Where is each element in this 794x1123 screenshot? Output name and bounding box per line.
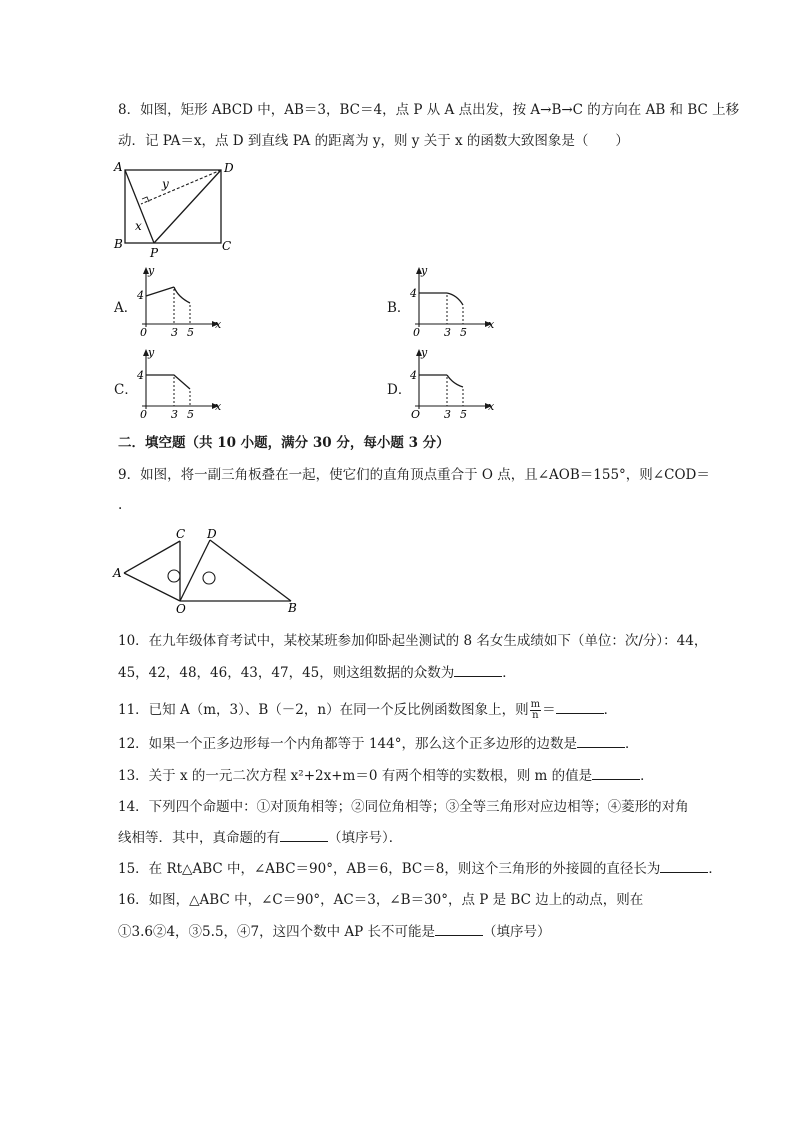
q9-label-A: A	[113, 566, 122, 580]
q12-text-a: 12．如果一个正多边形每一个内角都等于 144°，那么这个正多边形的边数是	[118, 736, 577, 752]
q16-text-line2	[118, 923, 551, 941]
q9-label-D: D	[207, 527, 217, 541]
q8-a-tick-3: 3	[171, 326, 178, 339]
q9-triangles-figure	[110, 524, 305, 616]
q10-text-line2a: 45，42，48，46，43，47，45，则这组数据的众数为	[118, 665, 455, 681]
q8-label-y: y	[162, 177, 169, 191]
q8-text-line1: 8．如图，矩形 ABCD 中，AB＝3，BC＝4，点 P 从 A 点出发，按 A→B→C 的方向在 AB 和 BC 上移	[118, 102, 740, 118]
q8-option-a-graph[interactable]	[134, 265, 226, 341]
q16-answer-blank[interactable]	[435, 923, 483, 936]
q14-answer-blank[interactable]	[280, 829, 328, 842]
q10-text-line1: 10．在九年级体育考试中，某校某班参加仰卧起坐测试的 8 名女生成绩如下（单位：次/分）：44，	[118, 633, 708, 649]
q8-b-y-axis-label: y	[421, 265, 428, 277]
q11-answer-blank[interactable]	[556, 701, 604, 714]
q8-a-origin: 0	[140, 326, 147, 339]
q8-a-tick-5: 5	[187, 326, 194, 339]
q8-d-y-axis-label: y	[421, 347, 428, 359]
q14-text-line2b: （填序号）．	[328, 830, 403, 846]
q8-c-y-axis-label: y	[148, 347, 155, 359]
q16-text-line2a: ①3.6②4，③5.5，④7，这四个数中 AP 长不可能是	[118, 924, 436, 940]
q13-text	[118, 767, 654, 785]
q8-b-tick-5: 5	[460, 326, 467, 339]
q13-text-a: 13．关于 x 的一元二次方程 x²+2x+m＝0 有两个相等的实数根，则 m 的值是	[118, 768, 593, 784]
q16-text-line2b: （填序号）	[483, 924, 551, 940]
q8-c-x-axis-label: x	[215, 400, 222, 413]
q11-text-a: 11．已知 A（m，3）、B（－2，n）在同一个反比例函数图象上，则	[118, 702, 529, 718]
q13-answer-blank[interactable]	[592, 767, 640, 780]
q8-rectangle-figure	[108, 158, 248, 262]
q8-label-A: A	[114, 160, 123, 174]
q8-d-x-axis-label: x	[488, 400, 495, 413]
q8-option-d-label[interactable]: D．	[387, 382, 412, 398]
q8-label-D: D	[224, 161, 234, 175]
q13-text-b: ．	[640, 768, 654, 784]
q8-label-B: B	[114, 237, 123, 251]
q8-d-tick-3: 3	[444, 408, 451, 421]
q8-d-tick-4: 4	[410, 369, 417, 382]
q8-option-d-graph[interactable]	[407, 347, 499, 423]
q8-b-x-axis-label: x	[488, 318, 495, 331]
q14-text-line2	[118, 829, 402, 847]
q8-c-origin: 0	[140, 408, 147, 421]
q8-a-y-axis-label: y	[148, 265, 155, 277]
q8-label-C: C	[222, 239, 232, 253]
q9-text-line2: .	[118, 497, 123, 513]
q9-label-O: O	[176, 602, 186, 616]
q14-text-line2a: 线相等．其中，真命题的有	[118, 830, 280, 846]
q8-b-tick-4: 4	[410, 287, 417, 300]
q8-c-tick-3: 3	[171, 408, 178, 421]
q11-fraction	[530, 700, 541, 721]
q11-fraction-denominator: n	[532, 710, 539, 721]
q8-option-c-graph[interactable]	[134, 347, 226, 423]
q9-label-B: B	[288, 601, 297, 615]
q8-b-origin: 0	[413, 326, 420, 339]
q11-text-b: ＝	[542, 702, 556, 718]
q8-d-tick-5: 5	[460, 408, 467, 421]
q11-text-c: ．	[603, 702, 618, 718]
q11-fraction-numerator: m	[530, 699, 541, 710]
q12-answer-blank[interactable]	[577, 735, 625, 748]
q8-option-c-label[interactable]: C．	[114, 382, 138, 398]
q15-text-b: ．	[708, 861, 722, 877]
q15-text-a: 15．在 Rt△ABC 中，∠ABC＝90°，AB＝6，BC＝8，则这个三角形的外接圆的直径长为	[118, 861, 661, 877]
q14-text-line1: 14．下列四个命题中：①对顶角相等；②同位角相等；③全等三角形对应边相等；④菱形的对角	[118, 799, 689, 815]
q10-text-line2b: ．	[502, 665, 516, 681]
q15-answer-blank[interactable]	[660, 860, 708, 873]
q8-option-a-label[interactable]: A．	[114, 300, 138, 316]
q12-text	[118, 735, 639, 753]
q12-text-b: ．	[625, 736, 639, 752]
q8-text-line2: 动．记 PA＝x，点 D 到直线 PA 的距离为 y，则 y 关于 x 的函数大致图象是（ ）	[118, 133, 629, 149]
q8-b-tick-3: 3	[444, 326, 451, 339]
q8-option-b-label[interactable]: B．	[387, 300, 411, 316]
q8-a-x-axis-label: x	[215, 318, 222, 331]
section-2-title: 二．填空题（共 10 小题，满分 30 分，每小题 3 分）	[118, 435, 450, 451]
q8-option-b-graph[interactable]	[407, 265, 499, 341]
q10-answer-blank[interactable]	[454, 664, 502, 677]
q8-a-tick-4: 4	[137, 289, 144, 302]
q8-label-x: x	[135, 219, 142, 233]
q15-text	[118, 860, 722, 878]
q8-d-origin: O	[411, 408, 421, 421]
q8-c-tick-4: 4	[137, 369, 144, 382]
q8-label-P: P	[150, 246, 159, 260]
q10-text-line2	[118, 664, 516, 682]
q9-label-C: C	[176, 527, 186, 541]
q16-text-line1: 16．如图，△ABC 中，∠C＝90°，AC＝3，∠B＝30°，点 P 是 BC 边上的动点，则在	[118, 892, 644, 908]
q8-c-tick-5: 5	[187, 408, 194, 421]
q9-text-line1: 9．如图，将一副三角板叠在一起，使它们的直角顶点重合于 O 点，且∠AOB＝155°，则∠COD＝	[118, 467, 710, 483]
q11-text	[118, 700, 617, 721]
